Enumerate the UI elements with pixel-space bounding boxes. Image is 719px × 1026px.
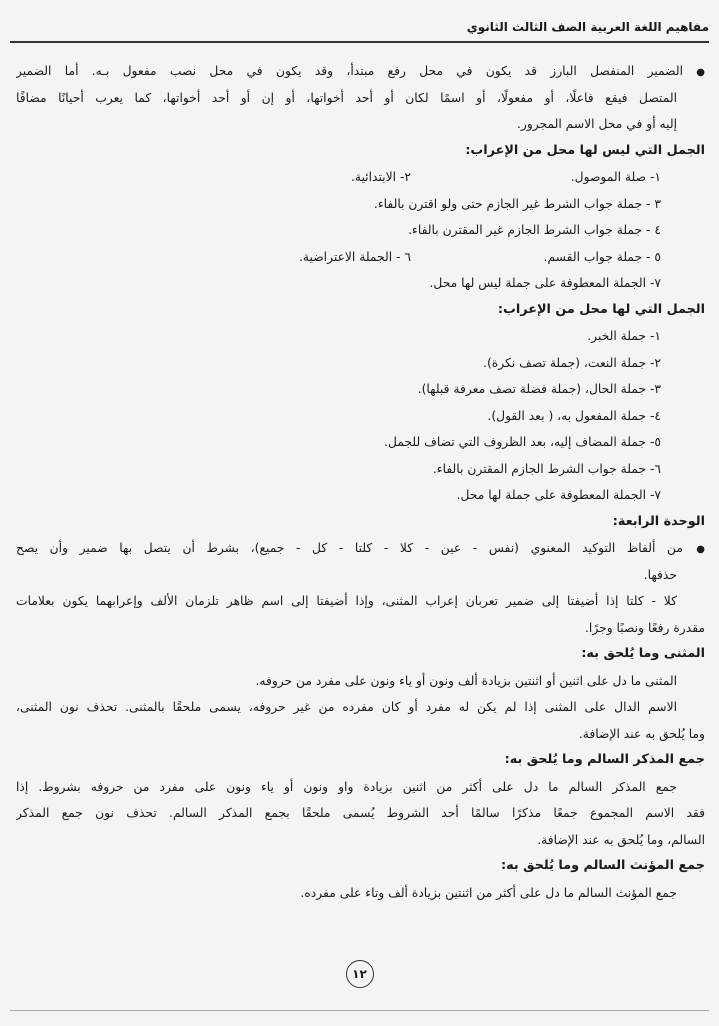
paragraph-line: وما يُلحق به عند الإضافة. — [578, 726, 705, 741]
list-item: ٧- الجملة المعطوفة على جملة لها محل. — [456, 488, 661, 502]
paragraph-line: المتصل فيقع فاعلًا، أو مفعولًا، أو اسمًا لكان أو أحد أخواتها، أو إن أو أحد أخواتها، كما يعرب أحيانًا مضافًا — [16, 90, 677, 105]
paragraph-line: المثنى ما دل على اثنين أو اثنتين بزيادة ألف ونون أو ياء ونون على مفرد من حروفه. — [255, 673, 677, 688]
list-item: ٤- جملة المفعول به، ( بعد القول). — [487, 408, 661, 423]
paragraph-line: فقد الاسم المجموع جمعًا مذكرًا سالمًا أحد الشروط يُسمى ملحقًا بجمع المذكر السالم. تحذف نون جمع المذكر — [16, 806, 705, 820]
paragraph-line: مقدرة رفعًا ونصبًا وجرًا. — [585, 620, 705, 635]
footer-rule — [10, 1010, 709, 1011]
list-item: ٢- جملة النعت، (جملة تصف نكرة). — [483, 355, 661, 370]
paragraph-line: حذفها. — [643, 567, 677, 582]
section-heading: الجمل التي لها محل من الإعراب: — [497, 301, 705, 317]
section-heading: جمع المؤنث السالم وما يُلحق به: — [501, 858, 705, 873]
section-heading: الجمل التي ليس لها محل من الإعراب: — [465, 142, 705, 158]
list-item: ٥- جملة المضاف إليه، بعد الظروف التي تضاف للجمل. — [384, 435, 661, 449]
paragraph-line: جمع المذكر السالم ما دل على أكثر من اثنين بزيادة واو ونون أو ياء ونون على مفرد من حروفه بشروط. إذا — [16, 779, 677, 794]
list-item: ٣ - جملة جواب الشرط غير الجازم حتى ولو اقترن بالفاء. — [373, 196, 661, 211]
bullet-line — [16, 58, 705, 85]
list-item: ٣- جملة الحال، (جملة فضلة تصف معرفة قبلها). — [417, 382, 661, 396]
page-footer — [0, 960, 719, 990]
section-heading: المثنى وما يُلحق به: — [581, 646, 705, 661]
list-item: ١- جملة الخبر. — [587, 329, 661, 343]
list-item: ٧- الجملة المعطوفة على جملة ليس لها محل. — [429, 276, 661, 290]
page-content — [16, 58, 705, 906]
list-item-pair — [16, 244, 705, 271]
list-item: ٦ - الجملة الاعتراضية. — [299, 249, 411, 264]
section-heading: الوحدة الرابعة: — [612, 513, 705, 529]
section-heading: جمع المذكر السالم وما يُلحق به: — [504, 752, 705, 767]
paragraph-line: الاسم الدال على المثنى إذا لم يكن له مفرد أو كان مفرده من غير حروفه، يسمى ملحقًا بالمثنى. تحذف نون المثنى، — [16, 700, 677, 714]
paragraph-line: كلا - كلتا إذا أضيفتا إلى ضمير تعربان إعراب المثنى، وإذا أضيفتا إلى اسم ظاهر تلزمان الألف وإعرابهما يكون بعلامات — [16, 594, 677, 608]
paragraph-line: السالم، وما يُلحق به عند الإضافة. — [537, 832, 705, 847]
header-rule — [10, 41, 709, 43]
list-item: ٥ - جملة جواب القسم. — [543, 249, 661, 264]
page-number: ١٢ — [346, 960, 374, 988]
paragraph-line: جمع المؤنث السالم ما دل على أكثر من اثنتين بزيادة ألف وتاء على مفرده. — [300, 885, 677, 900]
list-item: ٤ - جملة جواب الشرط الجازم غير المقترن بالفاء. — [408, 223, 661, 237]
header-title: مفاهيم اللغة العربية الصف الثالث الثانوي — [466, 20, 709, 34]
bullet-icon: ● — [696, 544, 705, 555]
list-item-pair — [16, 164, 705, 191]
list-item: ١- صلة الموصول. — [570, 170, 661, 184]
bullet-line — [16, 535, 705, 562]
line-text: من ألفاظ التوكيد المعنوي (نفس - عين - كلا - كلتا - كل - جميع)، بشرط أن يتصل بها ضمير وأن يصح — [16, 541, 683, 555]
bullet-icon: ● — [696, 67, 705, 78]
page-header — [0, 14, 719, 44]
list-item: ٢- الابتدائية. — [350, 170, 411, 184]
list-item: ٦- جملة جواب الشرط الجازم المقترن بالفاء. — [432, 461, 661, 476]
paragraph-line: إليه أو في محل الاسم المجرور. — [516, 117, 677, 131]
line-text: الضمير المنفصل البارز قد يكون في محل رفع مبتدأ، وقد يكون في محل نصب مفعول بـه. أما الضمير — [16, 64, 683, 78]
